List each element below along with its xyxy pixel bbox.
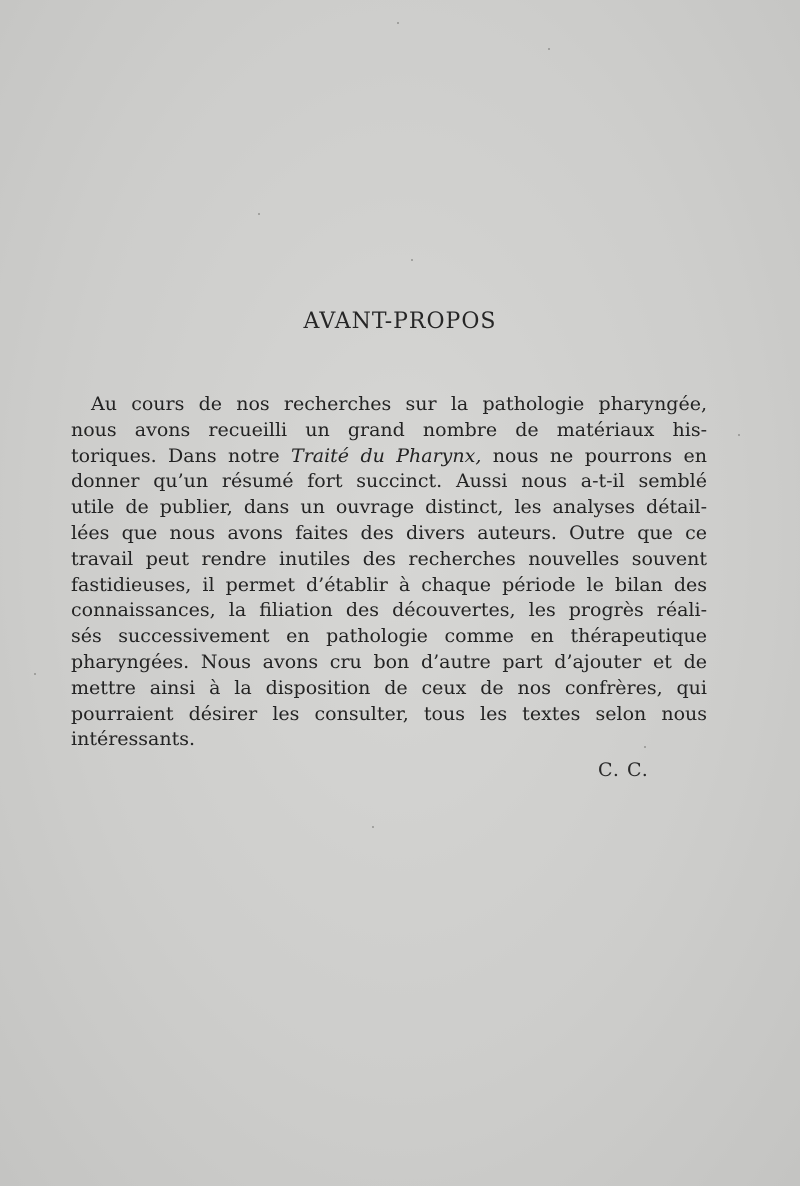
text-line: pourraient désirer les consulter, tous les textes selon nous — [71, 702, 707, 725]
paper-speck — [738, 434, 740, 436]
page-title: AVANT-PROPOS — [303, 309, 497, 334]
text-line — [71, 444, 707, 470]
text-line: utile de publier, dans un ouvrage distinct, les analyses détail- — [71, 496, 707, 519]
text-line: mettre ainsi à la disposition de ceux de nos confrères, qui — [71, 676, 707, 699]
paper-speck — [372, 826, 374, 828]
paper-speck — [397, 22, 399, 24]
text-line: Au cours de nos recherches sur la pathologie pharyngée, — [91, 393, 707, 415]
text-line: connaissances, la filiation des découvertes, les progrès réali- — [71, 599, 707, 622]
text-line: intéressants. — [71, 728, 196, 751]
paper-speck — [34, 673, 36, 675]
text-segment: nous ne pourrons en — [481, 444, 707, 467]
author-initials: C. C. — [598, 759, 649, 781]
paper-speck — [411, 259, 413, 261]
preface-paragraph — [71, 392, 707, 753]
text-segment: toriques. Dans notre — [71, 444, 292, 467]
text-line: donner qu’un résumé fort succinct. Aussi nous a-t-il semblé — [71, 470, 707, 493]
text-line: nous avons recueilli un grand nombre de matériaux his- — [71, 418, 707, 441]
text-line: lées que nous avons faites des divers auteurs. Outre que ce — [71, 521, 707, 544]
text-line: pharyngées. Nous avons cru bon d’autre part d’ajouter et de — [71, 650, 707, 673]
text-line: fastidieuses, il permet d’établir à chaque période le bilan des — [71, 573, 707, 596]
paper-speck — [258, 213, 260, 215]
text-line: sés successivement en pathologie comme en thérapeutique — [71, 625, 707, 648]
paper-speck — [548, 48, 550, 50]
text-line: travail peut rendre inutiles des recherches nouvelles souvent — [71, 547, 707, 570]
book-title-italic: Traité du Pharynx, — [291, 444, 482, 467]
